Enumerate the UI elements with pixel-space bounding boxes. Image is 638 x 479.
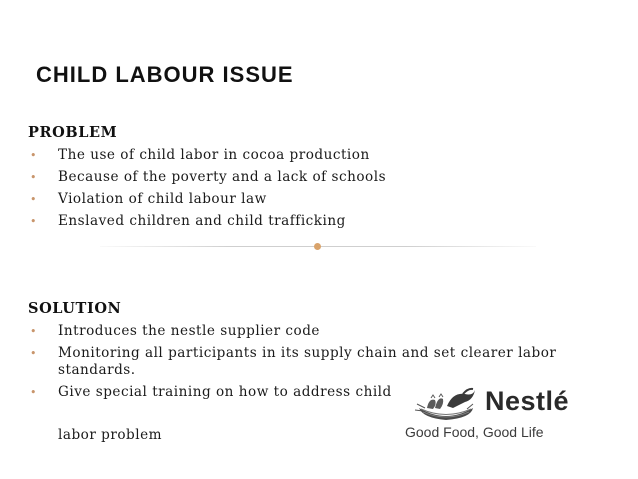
bullet-icon: • [30, 325, 37, 338]
problem-item-text: Violation of child labour law [58, 191, 267, 207]
solution-item-text: Give special training on how to address child [58, 384, 392, 400]
logo-tagline: Good Food, Good Life [405, 424, 544, 440]
bullet-icon: • [30, 149, 37, 162]
nestle-logo [405, 382, 577, 442]
problem-list [28, 147, 588, 230]
solution-item-text: Introduces the nestle supplier code [58, 323, 320, 339]
solution-item-continuation: labor problem [58, 427, 163, 443]
list-item [28, 213, 588, 230]
problem-section [28, 124, 588, 235]
solution-heading: SOLUTION [28, 300, 122, 317]
logo-brand: Nestlé [485, 386, 570, 416]
problem-item-text: Because of the poverty and a lack of schools [58, 169, 387, 185]
list-item [28, 147, 588, 164]
bullet-icon: • [30, 215, 37, 228]
bullet-icon: • [30, 171, 37, 184]
bullet-icon: • [30, 386, 37, 399]
solution-item-text: Monitoring all participants in its supply chain and set clearer labor standards. [58, 345, 557, 378]
problem-heading: PROBLEM [28, 124, 118, 141]
problem-item-text: Enslaved children and child trafficking [58, 213, 346, 229]
divider-dot-icon [314, 243, 321, 250]
list-item [28, 169, 588, 186]
slide-title: CHILD LABOUR ISSUE [36, 62, 294, 87]
list-item [28, 323, 588, 340]
bullet-icon: • [30, 193, 37, 206]
nest-birds-icon [413, 384, 479, 422]
problem-item-text: The use of child labor in cocoa production [58, 147, 370, 163]
bullet-icon: • [30, 347, 37, 360]
list-item [28, 191, 588, 208]
list-item [28, 345, 588, 379]
